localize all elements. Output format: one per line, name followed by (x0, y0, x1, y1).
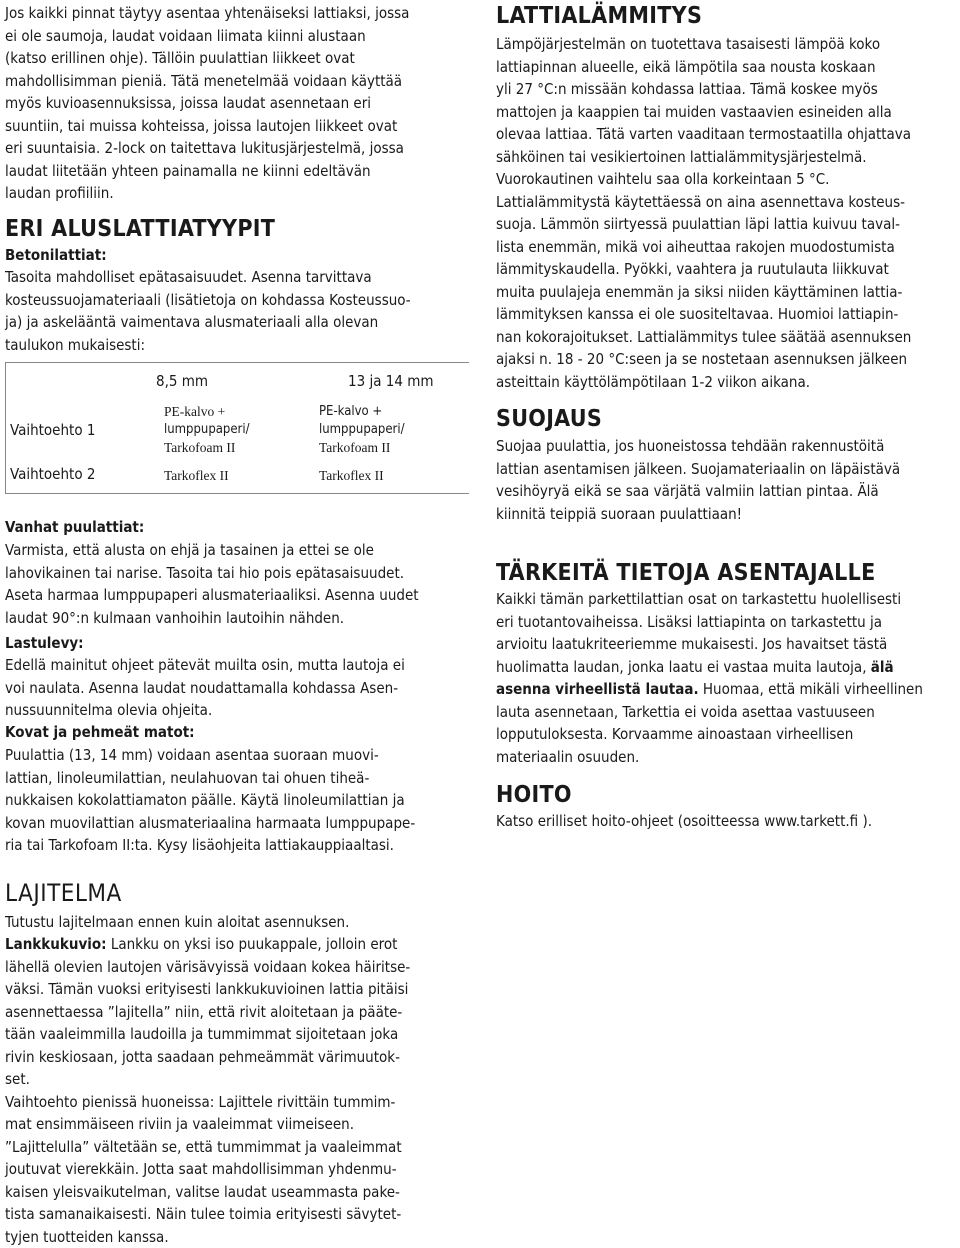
row-label-vaihtoehto-2: Vaihtoehto 2 (10, 465, 95, 483)
suojaus-heading: SUOJAUS (496, 404, 602, 434)
text-line (496, 701, 923, 724)
text-line: Lämpöjärjestelmän on tuotettava tasaisesti lämpöä koko (496, 33, 911, 56)
text-line: muita puulajeja enemmän ja siksi niiden käyttäminen lattia- (496, 281, 911, 304)
text-line: nussuunnitelma olevia ohjeita. (5, 699, 405, 722)
text-line: suoja. Lämmön siirtyessä puulattian läpi lattia kuivuu taval- (496, 213, 911, 236)
lattialammitys-heading: LATTIALÄMMITYS (496, 1, 702, 31)
text-line: Lattialämmitystä käytettäessä on aina asennettava kosteus- (496, 191, 911, 214)
kovat-ja-pehmeat-matot-paragraph (5, 744, 415, 857)
lajitelma-intro: Tutustu lajitelmaan ennen kuin aloitat asennuksen. (5, 911, 349, 934)
text-line: laudan profiiliin. (5, 182, 409, 205)
text-line: tään vaaleimmilla laudoilla ja tummimmat sijoitetaan joka (5, 1023, 410, 1046)
betonilattiat-heading: Betonilattiat: (5, 244, 107, 267)
table-row (6, 403, 469, 460)
hoito-heading: HOITO (496, 780, 572, 810)
text-line: joutuvat vierekkäin. Jotta saat mahdollisimman yhdenmu- (5, 1158, 410, 1181)
suojaus-paragraph (496, 435, 900, 525)
text-segment: arvioitu laatukriteeriemme mukaisesti. Jos havaitset tästä (496, 635, 887, 653)
betonilattiat-paragraph (5, 266, 411, 356)
row1-cell-8-5mm (164, 403, 250, 457)
text-line (496, 588, 923, 611)
text-line: Suojaa puulattia, jos huoneistossa tehdään rakennustöitä (496, 435, 900, 458)
text-segment: lauta asennetaan, Tarkettia ei voida asettaa vastuuseen (496, 703, 875, 721)
lankkukuvio-label: Lankkukuvio: (5, 935, 107, 953)
text-line: tista samanaikaisesti. Näin tulee toimia erityisesti sävytet- (5, 1203, 410, 1226)
text-segment: materiaalin osuuden. (496, 748, 639, 766)
text-line: ja) ja askelääntä vaimentava alusmateriaali alla olevan (5, 311, 411, 334)
text-line: vesihöyryä eikä se saa värjätä valmiin lattian pintaa. Älä (496, 480, 900, 503)
lastulevy-paragraph (5, 654, 405, 722)
text-line: laudat liitetään yhteen painamalla ne kiinni edeltävän (5, 160, 409, 183)
text-line: laudat 90°:n kulmaan vanhoihin lautoihin nähden. (5, 607, 419, 630)
intro-paragraph (5, 2, 409, 205)
text-line: Lankku on yksi iso puukappale, jolloin erot (107, 935, 398, 953)
cell-line: lumppupaperi/ (164, 421, 250, 439)
text-line: ajaksi n. 18 - 20 °C:seen ja se nostetaan asennuksen jälkeen (496, 348, 911, 371)
text-line: taulukon mukaisesti: (5, 334, 411, 357)
text-line: suuntiin, tai muissa kohteissa, joissa lautojen liikkeet ovat (5, 115, 409, 138)
text-line: Aseta harmaa lumppupaperi alusmateriaaliksi. Asenna uudet (5, 584, 419, 607)
text-line: Edellä mainitut ohjeet pätevät muilta osin, mutta lautoja ei (5, 654, 405, 677)
text-line: voi naulata. Asenna laudat noudattamalla kohdassa Asen- (5, 677, 405, 700)
text-line: Puulattia (13, 14 mm) voidaan asentaa suoraan muovi- (5, 744, 415, 767)
lastulevy-heading: Lastulevy: (5, 632, 84, 655)
text-segment: Huomaa, että mikäli virheellinen (699, 680, 923, 698)
lattialammitys-paragraph (496, 33, 911, 393)
text-segment: lopputuloksesta. Korvaamme ainoastaan virheellisen (496, 725, 853, 743)
text-line: ”Lajittelulla” vältetään se, että tummimmat ja vaaleimmat (5, 1136, 410, 1159)
text-line: eri suuntaisia. 2-lock on taitettava lukitusjärjestelmä, jossa (5, 137, 409, 160)
text-line: lämmityskaudella. Pyökki, vaahtera ja ruutulauta liikkuvat (496, 258, 911, 281)
tarkeita-tietoja-heading: TÄRKEITÄ TIETOJA ASENTAJALLE (496, 558, 876, 588)
vanhat-puulattiat-heading: Vanhat puulattiat: (5, 516, 144, 539)
text-line: Vaihtoehto pienissä huoneissa: Lajittele rivittäin tummim- (5, 1091, 410, 1114)
text-line (496, 678, 923, 701)
text-line: lahovikainen tai narise. Tasoita tai hio pois epätasaisuudet. (5, 562, 419, 585)
lajitelma-heading: LAJITELMA (5, 878, 122, 908)
text-line: kosteussuojamateriaali (lisätietoja on kohdassa Kosteussuo- (5, 289, 411, 312)
table-header-8-5mm: 8,5 mm (156, 363, 208, 399)
text-line: set. (5, 1068, 410, 1091)
text-line (496, 746, 923, 769)
text-line: ria tai Tarkofoam II:ta. Kysy lisäohjeita lattiakauppiaaltasi. (5, 834, 415, 857)
row-label-vaihtoehto-1: Vaihtoehto 1 (10, 421, 95, 439)
text-line: myös kuvioasennuksissa, joissa laudat asennetaan eri (5, 92, 409, 115)
text-line: kaisen yleisvaikutelman, valitse laudat useammasta pake- (5, 1181, 410, 1204)
text-line: lattian asentamisen jälkeen. Suojamateriaalin on läpäistävä (496, 458, 900, 481)
lankkukuvio-paragraph (5, 933, 410, 1248)
text-line: yli 27 °C:n missään kohdassa lattiaa. Tämä koskee myös (496, 78, 911, 101)
text-line: Tasoita mahdolliset epätasaisuudet. Asenna tarvittava (5, 266, 411, 289)
text-line: olevaa lattiaa. Tätä varten vaaditaan termostaatilla ohjattava (496, 123, 911, 146)
cell-line: lumppupaperi/ (319, 421, 405, 439)
text-line: nan kokorajoitukset. Lattialämmitys tulee säätää asennuksen (496, 326, 911, 349)
cell-line: PE-kalvo + (319, 403, 405, 421)
text-line: lattian, linoleumilattian, neulahuovan tai ohuen tiheä- (5, 767, 415, 790)
text-segment: Kaikki tämän parkettilattian osat on tarkastettu huolellisesti (496, 590, 901, 608)
tarkeita-tietoja-paragraph (496, 588, 923, 768)
text-line: rivin keskiosaan, jotta saadaan pehmeämmät värimuutok- (5, 1046, 410, 1069)
text-segment: eri tuotantovaiheissa. Lisäksi lattiapinta on tarkastettu ja (496, 613, 882, 631)
text-line: mahdollisimman pieniä. Tätä menetelmää voidaan käyttää (5, 70, 409, 93)
vanhat-puulattiat-paragraph (5, 539, 419, 629)
emphasis-asenna-virheellista: asenna virheellistä lautaa. (496, 680, 699, 698)
hoito-paragraph: Katso erilliset hoito-ohjeet (osoitteessa www.tarkett.fi ). (496, 810, 872, 833)
row1-cell-13-14mm (319, 403, 405, 457)
text-line: (katso erillinen ohje). Tällöin puulattian liikkeet ovat (5, 47, 409, 70)
text-line: lähellä olevien lautojen värisävyissä voidaan kokea häiritse- (5, 956, 410, 979)
row2-cell-8-5mm: Tarkoflex II (164, 467, 229, 485)
text-line: Varmista, että alusta on ehjä ja tasainen ja ettei se ole (5, 539, 419, 562)
text-line: väksi. Tämän vuoksi erityisesti lankkukuvioinen lattia pitäisi (5, 978, 410, 1001)
text-line: lista enemmän, mikä voi aiheuttaa rakojen muodostumista (496, 236, 911, 259)
row2-cell-13-14mm: Tarkoflex II (319, 467, 384, 485)
text-line: asteittain käyttölämpötilaan 1-2 viikon aikana. (496, 371, 911, 394)
cell-line: Tarkofoam II (164, 439, 250, 457)
text-line: ei ole saumoja, laudat voidaan liimata kiinni alustaan (5, 25, 409, 48)
table-row (6, 463, 469, 491)
text-line (496, 656, 923, 679)
cell-line: PE-kalvo + (164, 403, 250, 421)
cell-line: Tarkofoam II (319, 439, 405, 457)
text-line (496, 611, 923, 634)
text-line: sähköinen tai vesikiertoinen lattialämmitysjärjestelmä. (496, 146, 911, 169)
text-line: kovan muovilattian alusmateriaalina harmaata lumppupape- (5, 812, 415, 835)
kovat-ja-pehmeat-matot-heading: Kovat ja pehmeät matot: (5, 721, 195, 744)
text-line (496, 633, 923, 656)
text-line: mattojen ja kaappien tai muiden vastaavien esineiden alla (496, 101, 911, 124)
text-line: kiinnitä teippiä suoraan puulattiaan! (496, 503, 900, 526)
underlay-table (5, 362, 469, 494)
text-line: tyjen tuotteiden kanssa. (5, 1226, 410, 1248)
text-line: mat ensimmäiseen riviin ja vaaleimmat viimeiseen. (5, 1113, 410, 1136)
text-line: Vuorokautinen vaihtelu saa olla korkeintaan 5 °C. (496, 168, 911, 191)
text-line: lattiapinnan alueelle, eikä lämpötila saa nousta koskaan (496, 56, 911, 79)
text-line: Jos kaikki pinnat täytyy asentaa yhtenäiseksi lattiaksi, jossa (5, 2, 409, 25)
text-segment: huolimatta laudan, jonka laatu ei vastaa muita lautoja, (496, 658, 871, 676)
text-line: nukkaisen kokolattiamaton päälle. Käytä linoleumilattian ja (5, 789, 415, 812)
text-line (496, 723, 923, 746)
text-line: asennettaessa ”lajitella” niin, että rivit aloitetaan ja pääte- (5, 1001, 410, 1024)
eri-aluslattiatyypit-heading: ERI ALUSLATTIATYYPIT (5, 214, 275, 244)
text-line: lämmityksen kanssa ei ole suositeltavaa. Huomioi lattiapin- (496, 303, 911, 326)
emphasis-ala: älä (871, 658, 894, 676)
table-header-13-14mm: 13 ja 14 mm (348, 363, 434, 399)
